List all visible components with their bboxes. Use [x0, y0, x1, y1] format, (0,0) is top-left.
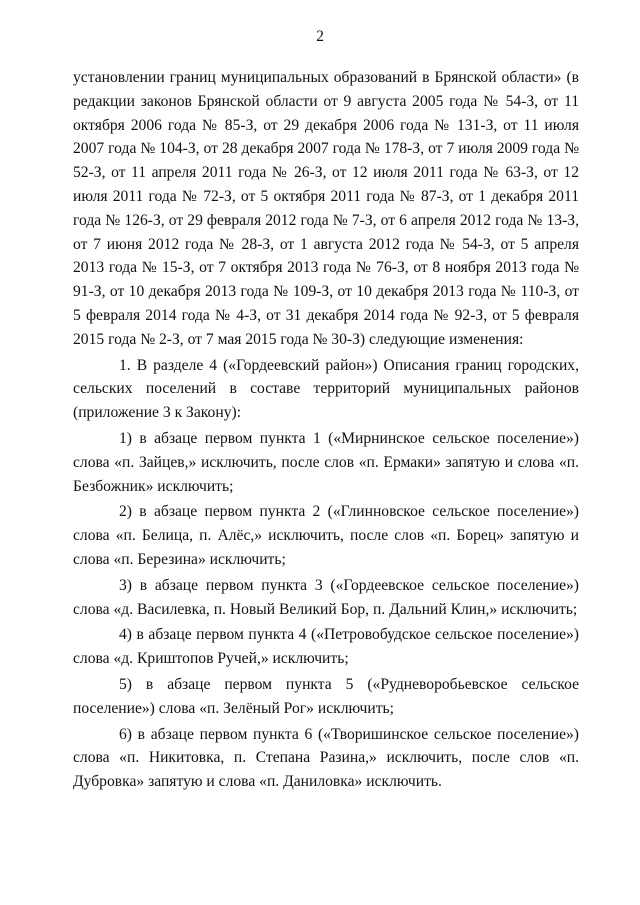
list-item: 6) в абзаце первом пункта 6 («Творишинское сельское поселение») слова «п. Никитовка, п. Степана Разина,» исключить, после слов «п. Дубровка» запятую и слова «п. Даниловка» исключить.	[73, 725, 579, 791]
list-item: 5) в абзаце первом пункта 5 («Рудневоробьевское сельское поселение») слова «п. Зелёный Рог» исключить;	[73, 675, 579, 717]
page-number: 2	[316, 28, 324, 45]
list-item: 2) в абзаце первом пункта 2 («Глинновское сельское поселение») слова «п. Белица, п. Алёс,» исключить, после слов «п. Борец» запятую и слова «п. Березина» исключить;	[73, 503, 579, 568]
intro-paragraph: установлении границ муниципальных образований в Брянской области» (в редакции законов Брянской области от 9 августа 2005 года № 54-З, от 11 октября 2006 года № 85-З, от 29 декабря 2006 года № 131-З, от 11 июля 2007 года № 104-З, от 28 декабря 2007 года № 178-З, от 7 июля 2009 года № 52-З, от 11 апреля 2011 года № 26-З, от 12 июля 2011 года № 63-З, от 12 июля 2011 года № 72-З, от 5 октября 2011 года № 87-З, от 1 декабря 2011 года № 126-З, от 29 февраля 2012 года № 7-З, от 6 апреля 2012 года № 13-З, от 7 июня 2012 года № 28-З, от 1 августа 2012 года № 54-З, от 5 апреля 2013 года № 15-З, от 7 октября 2013 года № 76-З, от 8 ноября 2013 года № 91-З, от 10 декабря 2013 года № 109-З, от 10 декабря 2013 года № 110-З, от 5 февраля 2014 года № 4-З, от 31 декабря 2014 года № 92-З, от 5 февраля 2015 года № 2-З, от 7 мая 2015 года № 30-З) следующие изменения:	[73, 69, 579, 348]
document-body	[73, 66, 579, 794]
list-item: 3) в абзаце первом пункта 3 («Гордеевское сельское поселение») слова «д. Василевка, п. Новый Великий Бор, п. Дальний Клин,» исключить;	[73, 576, 579, 618]
list-item: 1) в абзаце первом пункта 1 («Мирнинское сельское поселение») слова «п. Зайцев,» исключить, после слов «п. Ермаки» запятую и слова «п. Безбожник» исключить;	[73, 429, 579, 495]
list-item: 4) в абзаце первом пункта 4 («Петровобудское сельское поселение») слова «д. Криштопов Ручей,» исключить;	[73, 626, 579, 668]
section-paragraph: 1. В разделе 4 («Гордеевский район») Описания границ городских, сельских поселений в составе территорий муниципальных районов (приложение 3 к Закону):	[73, 356, 579, 422]
